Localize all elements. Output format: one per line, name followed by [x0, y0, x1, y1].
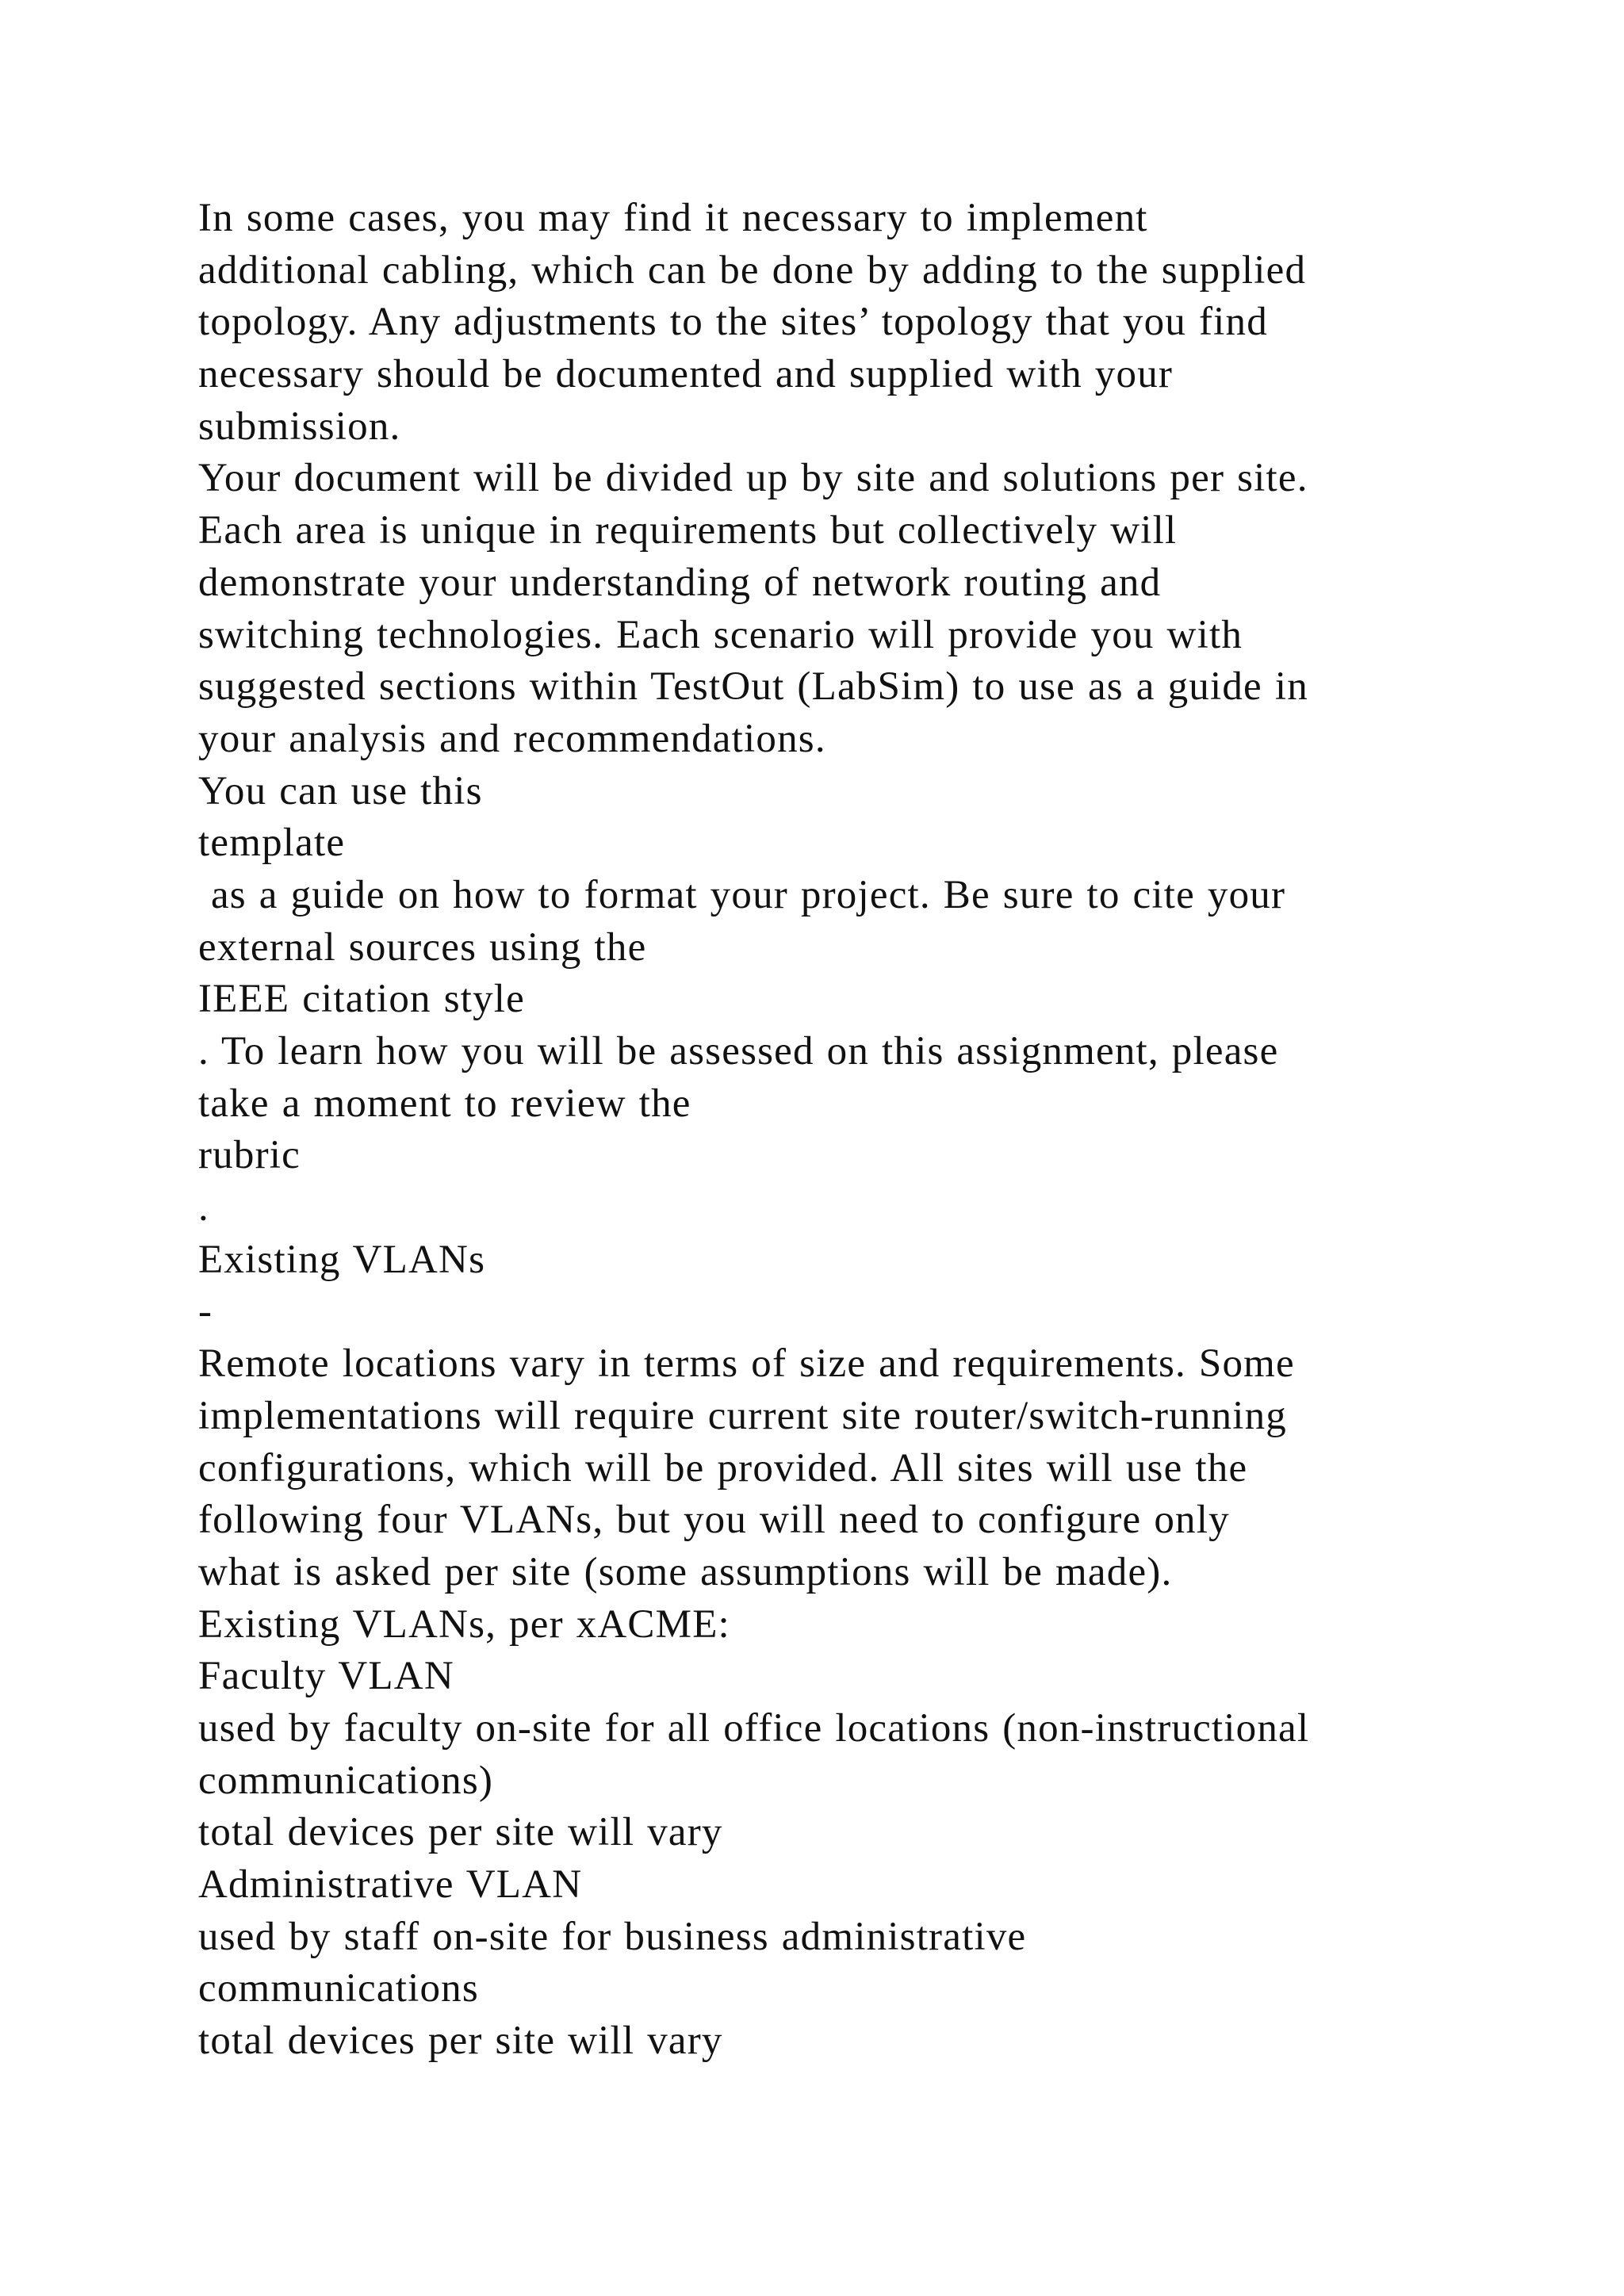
text-line: take a moment to review the — [198, 1081, 691, 1126]
text-line: your analysis and recommendations. — [198, 716, 826, 761]
text-line: Each area is unique in requirements but collectively will — [198, 508, 1178, 553]
text-line: necessary should be documented and supplied with your — [198, 352, 1174, 397]
vlan-name: Faculty VLAN — [198, 1654, 454, 1699]
text-line: Remote locations vary in terms of size and requirements. Some — [198, 1341, 1295, 1387]
text-line: communications — [198, 1966, 479, 2011]
text-line: configurations, which will be provided. All sites will use the — [198, 1445, 1248, 1490]
text-line: topology. Any adjustments to the sites’ topology that you find — [198, 300, 1268, 345]
text-line: communications) — [198, 1758, 494, 1803]
section-heading: Existing VLANs — [198, 1237, 486, 1282]
text-line: demonstrate your understanding of network routing and — [198, 560, 1162, 605]
text-line: additional cabling, which can be done by adding to the supplied — [198, 247, 1307, 293]
text-line: implementations will require current site router/switch-running — [198, 1393, 1288, 1438]
text-line: submission. — [198, 404, 401, 449]
text-line: total devices per site will vary — [198, 1810, 723, 1855]
text-line: following four VLANs, but you will need to configure only — [198, 1498, 1230, 1543]
text-line: Your document will be divided up by site and solutions per site. — [198, 456, 1308, 501]
text-line: You can use this — [198, 768, 483, 813]
text-line: what is asked per site (some assumptions will be made). — [198, 1549, 1173, 1594]
text-line: switching technologies. Each scenario will provide you with — [198, 612, 1243, 657]
text-line: suggested sections within TestOut (LabSim) to use as a guide in — [198, 664, 1308, 710]
rubric-link-text: rubric — [198, 1133, 301, 1178]
text-line: used by staff on-site for business administrative — [198, 1914, 1027, 1959]
vlan-name: Administrative VLAN — [198, 1862, 583, 1907]
text-line: Existing VLANs, per xACME: — [198, 1601, 730, 1647]
document-body — [198, 193, 1546, 2068]
text-line: . — [198, 1185, 209, 1230]
template-link-text: template — [198, 821, 346, 866]
text-line: In some cases, you may find it necessary to implement — [198, 196, 1148, 240]
text-line: total devices per site will vary — [198, 2019, 723, 2064]
text-line: external sources using the — [198, 924, 647, 970]
citation-style-link-text: IEEE citation style — [198, 977, 526, 1022]
text-line: used by faculty on-site for all office locations (non-instructional — [198, 1705, 1310, 1751]
text-line: . To learn how you will be assessed on this assignment, please — [198, 1029, 1279, 1073]
text-line: as a guide on how to format your project. Be sure to cite your — [198, 872, 1286, 917]
text-line: - — [198, 1289, 213, 1334]
